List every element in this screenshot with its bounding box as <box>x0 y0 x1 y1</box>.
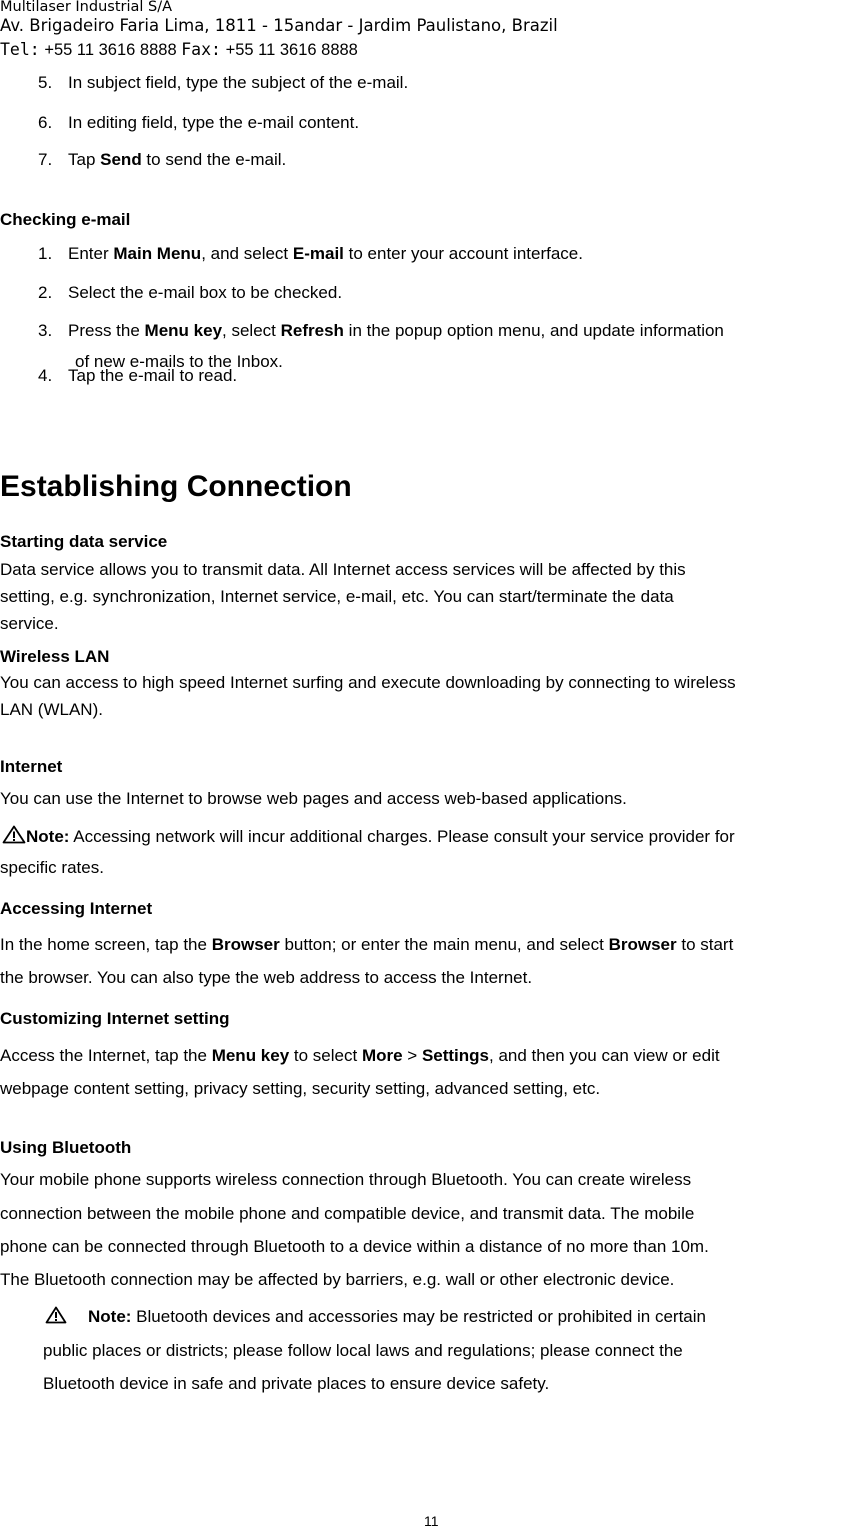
warning-triangle-icon <box>2 825 26 844</box>
paragraph-line: Data service allows you to transmit data. All Internet access services will be affected by this <box>0 560 686 579</box>
page-title: Establishing Connection <box>0 470 352 503</box>
paragraph-line: setting, e.g. synchronization, Internet service, e-mail, etc. You can start/terminate the data <box>0 587 674 606</box>
list-item: 4. Tap the e-mail to read. <box>38 366 238 385</box>
list-item-continuation: of new e-mails to the Inbox. <box>75 352 283 371</box>
section-heading: Internet <box>0 757 63 776</box>
page-number: 11 <box>424 1513 439 1529</box>
note-line: Note: Bluetooth devices and accessories may be restricted or prohibited in certain <box>45 1304 706 1329</box>
tel-value: +55 11 3616 8888 <box>44 41 177 59</box>
list-item: 6. In editing field, type the e-mail content. <box>38 113 360 132</box>
paragraph-line: phone can be connected through Bluetooth to a device within a distance of no more than 10m. <box>0 1237 709 1256</box>
section-heading: Using Bluetooth <box>0 1138 132 1157</box>
company-address: Av. Brigadeiro Faria Lima, 1811 - 15andar - Jardim Paulistano, Brazil <box>0 16 558 35</box>
section-heading: Accessing Internet <box>0 899 153 918</box>
paragraph-line: Your mobile phone supports wireless connection through Bluetooth. You can create wireless <box>0 1170 692 1189</box>
tel-label: Tel: <box>0 40 40 59</box>
section-heading: Starting data service <box>0 532 168 551</box>
paragraph-line: In the home screen, tap the Browser button; or enter the main menu, and select Browser to start <box>0 935 734 954</box>
list-item: 5. In subject field, type the subject of the e-mail. <box>38 73 409 92</box>
fax-value: +55 11 3616 8888 <box>225 41 358 59</box>
paragraph-line: service. <box>0 614 59 633</box>
paragraph-line: You can use the Internet to browse web pages and access web-based applications. <box>0 789 627 808</box>
fax-label: Fax: <box>181 40 221 59</box>
contact-line <box>0 40 358 60</box>
company-name: Multilaser Industrial S/A <box>0 0 173 15</box>
paragraph-line: Bluetooth device in safe and private places to ensure device safety. <box>43 1374 550 1393</box>
paragraph-line: the browser. You can also type the web address to access the Internet. <box>0 968 533 987</box>
section-heading: Checking e-mail <box>0 210 131 229</box>
list-item: 2. Select the e-mail box to be checked. <box>38 283 343 302</box>
paragraph-line: Access the Internet, tap the Menu key to select More > Settings, and then you can view or edit <box>0 1046 720 1065</box>
paragraph-line: public places or districts; please follow local laws and regulations; please connect the <box>43 1341 683 1360</box>
paragraph-line: connection between the mobile phone and compatible device, and transmit data. The mobile <box>0 1204 695 1223</box>
paragraph-line: specific rates. <box>0 858 104 877</box>
note-line: Note: Accessing network will incur additional charges. Please consult your service provider for <box>2 824 735 849</box>
paragraph-line: LAN (WLAN). <box>0 700 103 719</box>
paragraph-line: You can access to high speed Internet surfing and execute downloading by connecting to wireless <box>0 673 736 692</box>
section-heading: Wireless LAN <box>0 647 110 666</box>
paragraph-line: The Bluetooth connection may be affected by barriers, e.g. wall or other electronic device. <box>0 1270 675 1289</box>
section-heading: Customizing Internet setting <box>0 1009 230 1028</box>
list-item: 1. Enter Main Menu, and select E-mail to enter your account interface. <box>38 244 583 263</box>
list-item: 3. Press the Menu key, select Refresh in the popup option menu, and update information <box>38 321 724 340</box>
warning-triangle-icon <box>45 1306 67 1324</box>
paragraph-line: webpage content setting, privacy setting, security setting, advanced setting, etc. <box>0 1079 601 1098</box>
list-item: 7. Tap Send to send the e-mail. <box>38 150 287 169</box>
